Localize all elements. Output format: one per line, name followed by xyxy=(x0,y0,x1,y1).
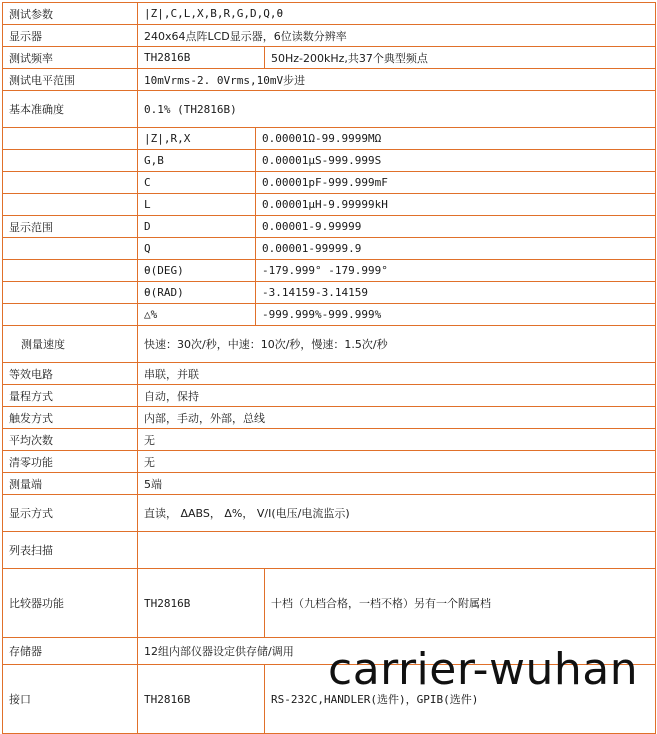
table-row xyxy=(3,304,656,326)
range-value: -3.14159-3.14159 xyxy=(256,282,656,304)
range-value: 0.00001pF-999.999mF xyxy=(256,172,656,194)
model-cell: TH2816B xyxy=(138,47,265,69)
range-param: θ(RAD) xyxy=(138,282,256,304)
table-row xyxy=(3,363,656,385)
row-label: 触发方式 xyxy=(3,407,138,429)
row-label: 测试电平范围 xyxy=(3,69,138,91)
row-value: 无 xyxy=(138,451,656,473)
row-label: 测试频率 xyxy=(3,47,138,69)
row-label: 显示范围 xyxy=(3,216,138,238)
row-value: RS-232C,HANDLER(选件)，GPIB(选件) xyxy=(265,665,656,734)
model-cell: TH2816B xyxy=(138,665,265,734)
row-label: 测量速度 xyxy=(3,326,138,363)
row-label: 存储器 xyxy=(3,638,138,665)
table-row xyxy=(3,326,656,363)
row-value: 快速：30次/秒，中速：10次/秒，慢速：1.5次/秒 xyxy=(138,326,656,363)
row-label: 测试参数 xyxy=(3,3,138,25)
row-label: 比较器功能 xyxy=(3,569,138,638)
table-row xyxy=(3,282,656,304)
row-value: 内部，手动，外部，总线 xyxy=(138,407,656,429)
range-param: D xyxy=(138,216,256,238)
range-param: C xyxy=(138,172,256,194)
table-row xyxy=(3,238,656,260)
table-row xyxy=(3,385,656,407)
range-param: L xyxy=(138,194,256,216)
row-value: 0.1% (TH2816B) xyxy=(138,91,656,128)
table-row xyxy=(3,451,656,473)
row-label: 显示器 xyxy=(3,25,138,47)
table-row xyxy=(3,69,656,91)
table-row xyxy=(3,25,656,47)
range-value: -179.999° -179.999° xyxy=(256,260,656,282)
table-row xyxy=(3,532,656,569)
row-value: 50Hz-200kHz,共37个典型频点 xyxy=(265,47,656,69)
range-param: △% xyxy=(138,304,256,326)
range-value: 0.00001-9.99999 xyxy=(256,216,656,238)
row-value: |Z|,C,L,X,B,R,G,D,Q,θ xyxy=(138,3,656,25)
range-param: G,B xyxy=(138,150,256,172)
row-label: 量程方式 xyxy=(3,385,138,407)
table-row xyxy=(3,407,656,429)
range-value: -999.999%-999.999% xyxy=(256,304,656,326)
table-row xyxy=(3,495,656,532)
row-label: 列表扫描 xyxy=(3,532,138,569)
range-value: 0.00001-99999.9 xyxy=(256,238,656,260)
row-label: 基本准确度 xyxy=(3,91,138,128)
row-label: 接口 xyxy=(3,665,138,734)
table-row xyxy=(3,473,656,495)
model-cell: TH2816B xyxy=(138,569,265,638)
row-label: 测量端 xyxy=(3,473,138,495)
table-row xyxy=(3,216,656,238)
table-row xyxy=(3,172,656,194)
range-param: Q xyxy=(138,238,256,260)
row-value xyxy=(138,532,656,569)
row-label: 清零功能 xyxy=(3,451,138,473)
row-label: 等效电路 xyxy=(3,363,138,385)
row-value: 自动，保持 xyxy=(138,385,656,407)
range-value: 0.00001μH-9.99999kH xyxy=(256,194,656,216)
row-value: 12组内部仪器设定供存储/调用 xyxy=(138,638,656,665)
row-value: 5端 xyxy=(138,473,656,495)
table-row xyxy=(3,194,656,216)
table-row xyxy=(3,3,656,25)
row-value: 十档（九档合格，一档不格）另有一个附属档 xyxy=(265,569,656,638)
table-row xyxy=(3,260,656,282)
range-param: |Z|,R,X xyxy=(138,128,256,150)
table-row xyxy=(3,429,656,451)
range-param: θ(DEG) xyxy=(138,260,256,282)
watermark-text: carrier-wuhan xyxy=(328,644,639,695)
range-value: 0.00001μS-999.999S xyxy=(256,150,656,172)
table-row xyxy=(3,47,656,69)
table-row xyxy=(3,91,656,128)
spec-table xyxy=(2,2,656,734)
row-label: 平均次数 xyxy=(3,429,138,451)
range-value: 0.00001Ω-99.9999MΩ xyxy=(256,128,656,150)
table-row xyxy=(3,128,656,150)
row-value: 串联，并联 xyxy=(138,363,656,385)
row-value: 直读， ΔABS， Δ%， V/I(电压/电流监示) xyxy=(138,495,656,532)
row-value: 240x64点阵LCD显示器，6位读数分辨率 xyxy=(138,25,656,47)
table-row xyxy=(3,150,656,172)
row-label: 显示方式 xyxy=(3,495,138,532)
row-value: 10mVrms-2. 0Vrms,10mV步进 xyxy=(138,69,656,91)
table-row xyxy=(3,569,656,638)
row-value: 无 xyxy=(138,429,656,451)
